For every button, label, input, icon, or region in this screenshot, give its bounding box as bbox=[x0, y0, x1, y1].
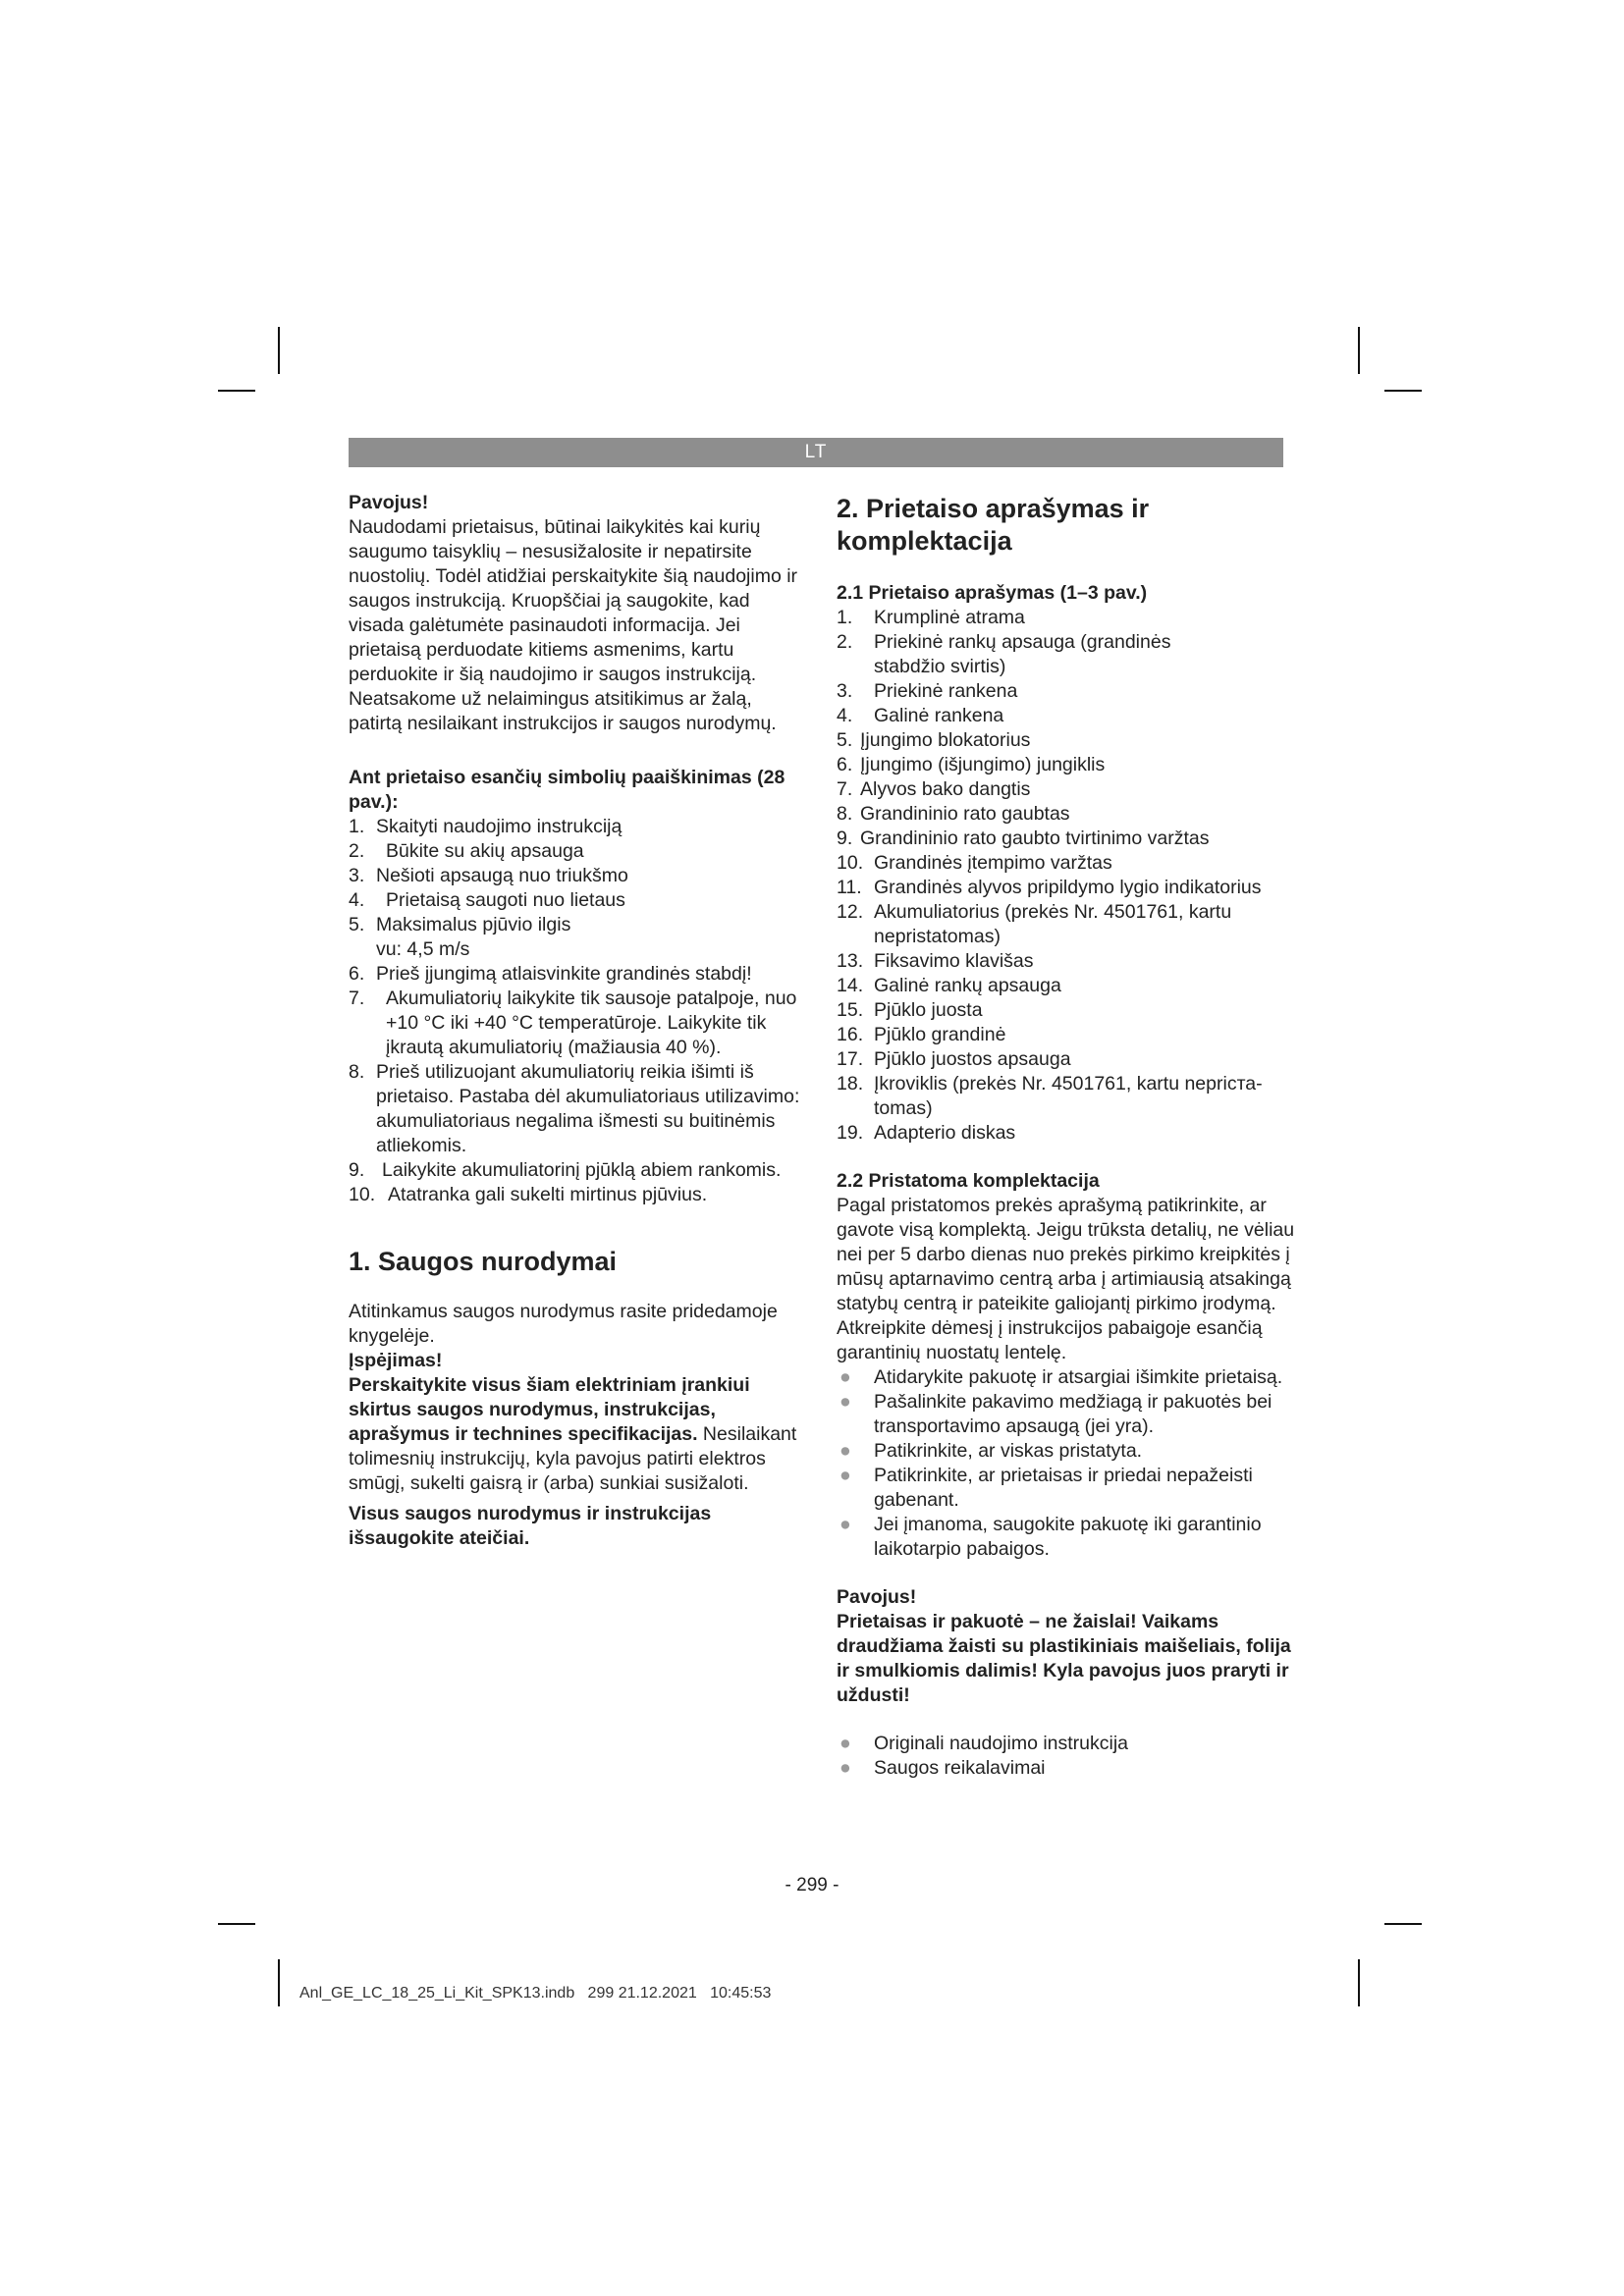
page-number: - 299 - bbox=[785, 1875, 839, 1896]
crop-mark bbox=[1384, 1923, 1422, 1925]
list-item: 8. Prieš utilizuojant akumuliatorių reikia išimti iš prietaiso. Pastaba dėl akumuliatoriaus utilizavimo: akumuliatoriaus negalima išmesti su buitinėmis atliekomis. bbox=[349, 1061, 800, 1156]
symbols-list bbox=[349, 815, 810, 1207]
list-item: 9. Grandininio rato gaubto tvirtinimo varžtas bbox=[837, 828, 1210, 849]
warning-text bbox=[349, 1373, 810, 1496]
list-item: 14. Galinė rankų apsauga bbox=[837, 975, 1061, 996]
list-item: 2. Priekinė rankų apsauga (grandinės stabdžio svirtis) bbox=[837, 631, 1171, 677]
language-code: LT bbox=[804, 442, 828, 462]
list-item: 6. Įjungimo (išjungimo) jungiklis bbox=[837, 754, 1106, 775]
language-bar bbox=[349, 438, 1283, 467]
subsection-2-1-title: 2.1 Prietaiso aprašymas (1–3 pav.) bbox=[837, 582, 1148, 604]
list-item: 7. Alyvos bako dangtis bbox=[837, 778, 1031, 800]
section-1-title: 1. Saugos nurodymai bbox=[349, 1247, 618, 1276]
list-item: 16. Pjūklo grandinė bbox=[837, 1024, 1006, 1045]
danger-heading: Pavojus! bbox=[349, 492, 429, 513]
list-item: 4. Galinė rankena bbox=[837, 705, 1004, 726]
list-item: 2. Būkite su akių apsauga bbox=[349, 840, 584, 862]
danger-2-text: Prietaisas ir pakuotė – ne žaislai! Vaikams draudžiama žaisti su plastikiniais maišeliais, folija ir smulkiomis dalimis! Kyla pavojus juos praryti ir uždusti! bbox=[837, 1611, 1291, 1706]
list-item: ● Pašalinkite pakavimo medžiagą ir pakuotės bei transportavimo apsaugą (jei yra). bbox=[839, 1391, 1272, 1437]
crop-mark bbox=[1358, 327, 1360, 374]
keep-instructions: Visus saugos nurodymus ir instrukcijas išsaugokite ateičiai. bbox=[349, 1503, 712, 1549]
contents-list bbox=[837, 1732, 1296, 1781]
list-item: 18. Įkroviklis (prekės Nr. 4501761, kartu nepriстаtomas) bbox=[837, 1073, 1263, 1119]
list-item: 1. Skaityti naudojimo instrukciją bbox=[349, 816, 623, 837]
subsection-2-2-title: 2.2 Pristatoma komplektacija bbox=[837, 1170, 1100, 1192]
symbols-heading: Ant prietaiso esančių simbolių paaiškinimas (28 pav.): bbox=[349, 767, 785, 813]
list-item: 5. Maksimalus pjūvio ilgis vu: 4,5 m/s bbox=[349, 914, 571, 960]
section-2-title: 2. Prietaiso aprašymas ir komplektacija bbox=[837, 494, 1150, 556]
bullet-icon: ● bbox=[839, 1391, 851, 1413]
subsection-2-2-text: Pagal pristatomos prekės aprašymą patikrinkite, ar gavote visą komplektą. Jeigu trūksta detalių, ne vėliau nei per 5 darbo dienas nuo prekės pirkimo kreipkitės į mūsų aptarnavimo centrą arba į artimiausią atsakingą statybų centrą ir pateikite galiojantį pirkimo įrodymą. Atkreipkite dėmesį į instrukcijos pabaigoje esančią garantinių nuostatų lentelę. bbox=[837, 1195, 1295, 1363]
left-column bbox=[349, 491, 810, 1551]
crop-mark bbox=[1384, 390, 1422, 392]
list-item: 5. Įjungimo blokatorius bbox=[837, 729, 1031, 751]
list-item: 10. Grandinės įtempimo varžtas bbox=[837, 852, 1112, 874]
list-item: 6. Prieš įjungimą atlaisvinkite grandinės stabdį! bbox=[349, 963, 752, 985]
bullet-icon: ● bbox=[839, 1757, 851, 1779]
unpacking-steps bbox=[837, 1365, 1296, 1562]
section-1-text: Atitinkamus saugos nurodymus rasite pridedamoje knygelėje. bbox=[349, 1301, 778, 1347]
list-item: ● Patikrinkite, ar viskas pristatyta. bbox=[839, 1440, 1143, 1462]
list-item: 4. Prietaisą saugoti nuo lietaus bbox=[349, 889, 625, 911]
bullet-icon: ● bbox=[839, 1733, 851, 1754]
parts-list bbox=[837, 606, 1296, 1146]
bullet-icon: ● bbox=[839, 1440, 851, 1462]
crop-mark bbox=[218, 1923, 255, 1925]
danger-2-heading: Pavojus! bbox=[837, 1586, 917, 1608]
list-item: 1. Krumplinė atrama bbox=[837, 607, 1025, 628]
list-item: 19. Adapterio diskas bbox=[837, 1122, 1016, 1144]
list-item: ● Originali naudojimo instrukcija bbox=[839, 1733, 1129, 1754]
list-item: 13. Fiksavimo klavišas bbox=[837, 950, 1034, 972]
list-item: 8. Grandininio rato gaubtas bbox=[837, 803, 1070, 825]
list-item: ● Patikrinkite, ar prietaisas ir priedai nepažeisti gabenant. bbox=[839, 1465, 1253, 1511]
warning-rest-text: Nesilaikant tolimesnių instrukcijų, kyla pavojus patirti elektros smūgį, sukelti gaisrą ir (arba) sunkiai susižaloti. bbox=[349, 1423, 797, 1494]
bullet-icon: ● bbox=[839, 1366, 851, 1388]
print-footer: Anl_GE_LC_18_25_Li_Kit_SPK13.indb 299 21.12.2021 10:45:53 bbox=[299, 1985, 772, 2002]
bullet-icon: ● bbox=[839, 1465, 851, 1486]
list-item: 3. Priekinė rankena bbox=[837, 680, 1018, 702]
speed-value: vu: 4,5 m/s bbox=[376, 938, 470, 960]
list-item: 12. Akumuliatorius (prekės Nr. 4501761, kartu nepristatomas) bbox=[837, 901, 1232, 947]
list-item: ● Atidarykite pakuotę ir atsargiai išimkite prietaisą. bbox=[839, 1366, 1283, 1388]
list-item: 10. Atatranka gali sukelti mirtinus pjūvius. bbox=[349, 1184, 708, 1205]
right-column bbox=[837, 491, 1296, 1781]
crop-mark bbox=[278, 327, 280, 374]
warning-bold-text: Perskaitykite visus šiam elektriniam įrankiui skirtus saugos nurodymus, instrukcijas, aprašymus ir technines specifikacijas. bbox=[349, 1374, 750, 1445]
list-item: 15. Pjūklo juosta bbox=[837, 999, 983, 1021]
list-item: 9. Laikykite akumuliatorinį pjūklą abiem rankomis. bbox=[349, 1159, 782, 1181]
list-item: ● Saugos reikalavimai bbox=[839, 1757, 1046, 1779]
list-item: 11. Grandinės alyvos pripildymo lygio indikatorius bbox=[837, 877, 1262, 898]
list-item: 3. Nešioti apsaugą nuo triukšmo bbox=[349, 865, 628, 886]
crop-mark bbox=[218, 390, 255, 392]
warning-label: Įspėjimas! bbox=[349, 1350, 443, 1371]
bullet-icon: ● bbox=[839, 1514, 851, 1535]
list-item: 7. Akumuliatorių laikykite tik sausoje patalpoje, nuo +10 °C iki +40 °C temperatūroje. Laikykite tik įkrautą akumuliatorių (mažiausia 40 %). bbox=[349, 988, 797, 1058]
danger-text: Naudodami prietaisus, būtinai laikykitės kai kurių saugumo taisyklių – nesusižalosite ir nepatirsite nuostolių. Todėl atidžiai perskaitykite šią naudojimo ir saugos instrukciją. Kruopščiai ją saugokite, kad visada galėtumėte pasinaudoti informacija. Jei prietaisą perduodate kitiems asmenims, kartu perduokite ir šią naudojimo ir saugos instrukciją. Neatsakome už nelaimingus atsitikimus ar žalą, patirtą nesilaikant instrukcijos ir saugos nurodymų. bbox=[349, 516, 798, 734]
list-item: 17. Pjūklo juostos apsauga bbox=[837, 1048, 1071, 1070]
crop-mark bbox=[278, 1959, 280, 2006]
list-item: ● Jei įmanoma, saugokite pakuotę iki garantinio laikotarpio pabaigos. bbox=[839, 1514, 1262, 1560]
crop-mark bbox=[1358, 1959, 1360, 2006]
